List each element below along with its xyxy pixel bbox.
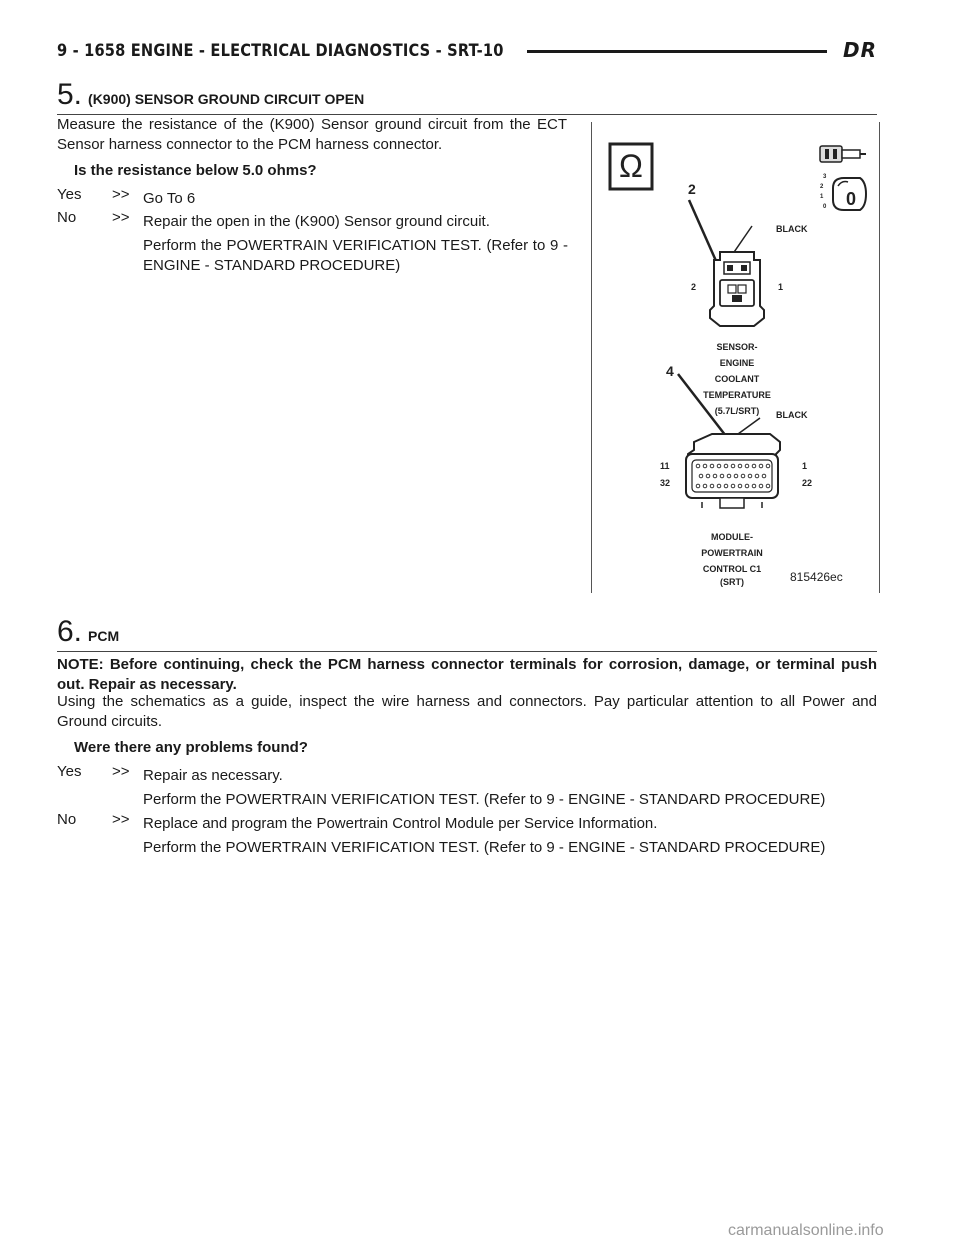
step-6-title: PCM (88, 628, 120, 644)
step-5-no-verification: Perform the POWERTRAIN VERIFICATION TEST. (Refer to 9 - ENGINE - STANDARD PROCEDURE) (143, 237, 568, 274)
module-label (701, 532, 763, 587)
step-6-number: 6. (57, 615, 83, 648)
step-5-title: (K900) SENSOR GROUND CIRCUIT OPEN (88, 91, 365, 107)
svg-text:COOLANT: COOLANT (714, 374, 760, 384)
pcm-pin-11: 11 (660, 461, 670, 471)
step-6-body: Using the schematics as a guide, inspect the wire harness and connectors. Pay particular attention to all Power and Ground circuits. (57, 693, 877, 730)
meter-gauge-icon (820, 174, 866, 210)
step-6-no-label: No (57, 811, 77, 828)
svg-text:2: 2 (820, 184, 824, 190)
svg-text:1: 1 (820, 194, 824, 200)
step-6-no-action: Replace and program the Powertrain Control Module per Service Information. (143, 815, 658, 832)
svg-text:CONTROL C1: CONTROL C1 (702, 564, 762, 574)
figure-id: 815426ec (790, 570, 843, 584)
svg-text:(5.7L/SRT): (5.7L/SRT) (714, 406, 760, 416)
svg-text:TEMPERATURE: TEMPERATURE (703, 390, 771, 400)
step-6-yes-action: Repair as necessary. (143, 767, 283, 784)
step-5-no-action: Repair the open in the (K900) Sensor ground circuit. (143, 213, 490, 230)
pcm-pin-22: 22 (802, 478, 813, 488)
pcm-c1-connector (686, 434, 780, 508)
svg-text:0: 0 (823, 204, 827, 210)
svg-text:ENGINE: ENGINE (719, 358, 755, 368)
wire-leader-bottom (738, 418, 760, 434)
step-6-yes-label: Yes (57, 763, 82, 780)
wire-color-bottom: BLACK (776, 410, 808, 420)
sensor-label (703, 342, 771, 416)
step-5-question: Is the resistance below 5.0 ohms? (74, 162, 317, 179)
step-6-yes-verification: Perform the POWERTRAIN VERIFICATION TEST. (Refer to 9 - ENGINE - STANDARD PROCEDURE) (143, 791, 826, 808)
svg-text:3: 3 (823, 174, 827, 180)
sensor-pin-1: 1 (778, 282, 784, 292)
connector-diagram-figure (591, 130, 880, 593)
step-6-heading (57, 617, 877, 652)
callout-2: 2 (688, 181, 696, 197)
svg-text:(SRT): (SRT) (720, 577, 744, 587)
step-5-yes-label: Yes (57, 186, 82, 203)
sensor-pin-2: 2 (691, 282, 697, 292)
step-5-yes-action: Go To 6 (143, 190, 196, 207)
step-5-number: 5. (57, 78, 83, 111)
step-5-no-arrow: >> (112, 209, 130, 226)
page-header-title: 9 - 1658 ENGINE - ELECTRICAL DIAGNOSTICS - SRT-10 (57, 41, 504, 61)
omega-symbol: Ω (619, 148, 643, 184)
step-6-note: NOTE: Before continuing, check the PCM harness connector terminals for corrosion, damage, or terminal push out. Repair as necessary. (57, 656, 877, 693)
step-6-no-verification: Perform the POWERTRAIN VERIFICATION TEST. (Refer to 9 - ENGINE - STANDARD PROCEDURE) (143, 839, 826, 856)
step-5-no-label: No (57, 209, 77, 226)
step-6-yes-arrow: >> (112, 763, 130, 780)
figure-corner-tick (879, 122, 880, 130)
svg-text:MODULE-: MODULE- (711, 532, 753, 542)
pcm-pin-1: 1 (802, 461, 808, 471)
svg-text:SENSOR-: SENSOR- (716, 342, 758, 352)
ect-sensor-connector (710, 252, 764, 326)
site-watermark: carmanualsonline.info (728, 1222, 884, 1239)
step-5-yes-arrow: >> (112, 186, 130, 203)
connector-diagram (592, 130, 879, 593)
pcm-pin-32: 32 (660, 478, 671, 488)
page-header (57, 38, 877, 64)
step-5-body: Measure the resistance of the (K900) Sensor ground circuit from the ECT Sensor harness connector to the PCM harness connector. (57, 116, 567, 153)
svg-text:0: 0 (845, 189, 857, 209)
wire-color-top: BLACK (776, 224, 808, 234)
probe-icon (820, 146, 866, 162)
svg-text:POWERTRAIN: POWERTRAIN (701, 548, 763, 558)
step-6-question: Were there any problems found? (74, 739, 308, 756)
figure-corner-tick (591, 122, 592, 130)
step-6-no-arrow: >> (112, 811, 130, 828)
header-rule (527, 50, 827, 53)
callout-4: 4 (666, 363, 674, 379)
ohmmeter-icon (610, 144, 652, 189)
header-model-code: DR (842, 38, 877, 62)
step-5-heading (57, 80, 877, 115)
